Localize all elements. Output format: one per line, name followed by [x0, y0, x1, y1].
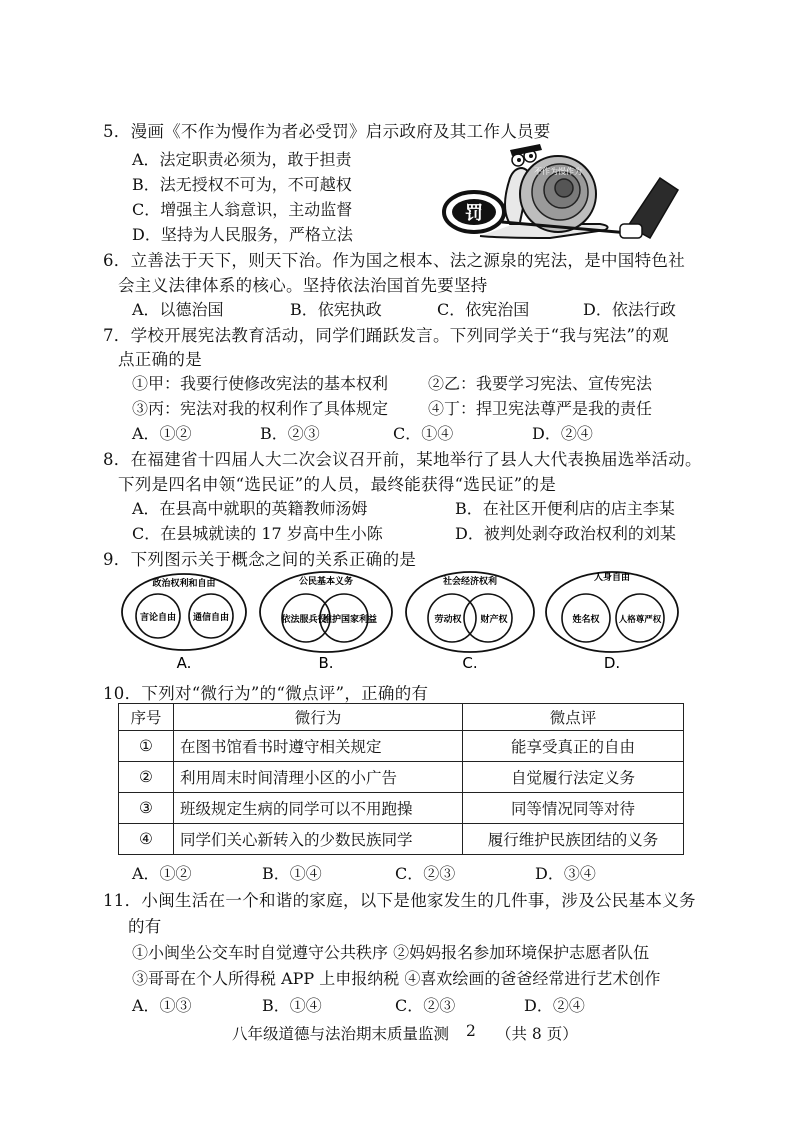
table-row [119, 731, 684, 762]
q10-option-a: A．①② [132, 864, 192, 883]
q11-stem-line-1: 11．小闽生活在一个和谐的家庭，以下是他家发生的几件事，涉及公民基本义务 [103, 891, 696, 910]
q5-stem: 5．漫画《不作为慢作为者必受罚》启示政府及其工作人员要 [103, 122, 551, 141]
q6-stem-line-2: 会主义法律体系的核心。坚持依法治国首先要坚持 [118, 276, 488, 295]
q6-option-b: B．依宪执政 [290, 300, 382, 319]
q7-option-d: D．②④ [532, 424, 593, 443]
q7-statement-3: ③丙：宪法对我的权利作了具体规定 [132, 399, 389, 418]
concept-diagrams [118, 568, 686, 676]
row-3-comment: 同等情况同等对待 [463, 793, 684, 824]
row-1-comment: 能享受真正的自由 [463, 731, 684, 762]
table-row [119, 762, 684, 793]
q8-option-c: C．在县城就读的 17 岁高中生小陈 [132, 524, 383, 543]
q5-option-d: D．坚持为人民服务，严格立法 [132, 225, 353, 244]
q10-option-b: B．①④ [262, 864, 322, 883]
diagram-b-item-2: 维护国家利益 [322, 615, 378, 625]
q11-option-c: C．②③ [395, 996, 456, 1015]
diagram-b-item-1: 依法服兵役 [281, 615, 327, 625]
q6-option-c: C．依宪治国 [437, 300, 530, 319]
q8-stem-line-1: 8．在福建省十四届人大二次会议召开前，某地举行了县人大代表换届选举活动。 [103, 450, 702, 469]
header-index: 序号 [119, 704, 174, 731]
row-2-comment: 自觉履行法定义务 [463, 762, 684, 793]
footer-total-pages: （共 8 页） [496, 1025, 578, 1043]
q10-option-d: D．③④ [535, 864, 596, 883]
row-2-behavior: 利用周末时间清理小区的小广告 [174, 762, 463, 793]
diagram-c-item-1: 劳动权 [434, 615, 462, 625]
q7-stem-line-1: 7．学校开展宪法教育活动，同学们踊跃发言。下列同学关于“我与宪法”的观 [103, 326, 669, 345]
diagram-c [406, 572, 534, 672]
diagram-a-label: A. [176, 654, 192, 672]
q7-option-b: B．②③ [260, 424, 320, 443]
header-comment: 微点评 [463, 704, 684, 731]
q8-option-b: B．在社区开便利店的店主李某 [455, 499, 675, 518]
q10-table [118, 703, 684, 855]
q11-statement-line-1: ①小闽坐公交车时自觉遵守公共秩序 ②妈妈报名参加环境保护志愿者队伍 [132, 943, 650, 962]
row-4-index: ④ [119, 824, 174, 855]
diagram-d-item-2: 人格尊严权 [618, 615, 662, 625]
q9-stem: 9．下列图示关于概念之间的关系正确的是 [103, 550, 417, 569]
q7-option-a: A．①② [132, 424, 192, 443]
diagram-c-item-2: 财产权 [480, 615, 508, 625]
q7-statement-4: ④丁：捍卫宪法尊严是我的责任 [428, 399, 653, 418]
diagram-d-title: 人身自由 [593, 573, 631, 583]
diagram-d [546, 571, 678, 672]
row-3-index: ③ [119, 793, 174, 824]
q10-stem: 10．下列对“微行为”的“微点评”，正确的有 [103, 684, 429, 703]
shell-text: 不作为慢作为 [534, 167, 582, 176]
q8-option-a: A．在县高中就职的英籍教师汤姆 [132, 499, 368, 518]
q6-stem-line-1: 6．立善法于天下，则天下治。作为国之根本、法之源泉的宪法，是中国特色社 [103, 251, 685, 270]
q6-option-a: A．以德治国 [132, 300, 224, 319]
row-4-comment: 履行维护民族团结的义务 [463, 824, 684, 855]
q11-stem-line-2: 的有 [128, 917, 162, 936]
diagram-b-label: B. [318, 654, 334, 672]
q6-option-d: D．依法行政 [583, 300, 676, 319]
row-2-index: ② [119, 762, 174, 793]
footer-title: 八年级道德与法治期末质量监测 [232, 1025, 450, 1043]
q8-stem-line-2: 下列是四名申领“选民证”的人员，最终能获得“选民证”的是 [118, 475, 557, 494]
diagram-d-label: D. [603, 654, 621, 672]
q11-option-b: B．①④ [262, 996, 322, 1015]
q8-option-d: D．被判处剥夺政治权利的刘某 [455, 524, 676, 543]
q7-option-c: C．①④ [393, 424, 454, 443]
q11-statement-line-2: ③哥哥在个人所得税 APP 上申报纳税 ④喜欢绘画的爸爸经常进行艺术创作 [132, 969, 661, 988]
row-3-behavior: 班级规定生病的同学可以不用跑操 [174, 793, 463, 824]
diagram-c-title: 社会经济权利 [442, 577, 498, 587]
table-row [119, 793, 684, 824]
snail-cartoon-image [440, 138, 680, 250]
q5-option-b: B．法无授权不可为，不可越权 [132, 175, 352, 194]
row-1-index: ① [119, 731, 174, 762]
diagram-b [260, 572, 392, 672]
row-1-behavior: 在图书馆看书时遵守相关规定 [174, 731, 463, 762]
diagram-d-item-1: 姓名权 [572, 615, 600, 625]
diagram-a-item-2: 通信自由 [192, 613, 230, 623]
diagram-b-title: 公民基本义务 [298, 577, 354, 587]
diagram-a-title: 政治权利和自由 [152, 579, 216, 589]
table-header-row [119, 704, 684, 731]
q10-option-c: C．②③ [395, 864, 456, 883]
q11-option-d: D．②④ [524, 996, 585, 1015]
row-4-behavior: 同学们关心新转入的少数民族同学 [174, 824, 463, 855]
diagram-a-item-1: 言论自由 [139, 613, 177, 623]
diagram-c-label: C. [462, 654, 478, 672]
footer-page-number: 2 [466, 1022, 476, 1040]
diagram-a [122, 574, 246, 672]
table-row [119, 824, 684, 855]
header-behavior: 微行为 [174, 704, 463, 731]
penalty-sign-text: 罚 [465, 203, 483, 224]
q7-stem-line-2: 点正确的是 [118, 350, 202, 369]
q11-option-a: A．①③ [132, 996, 192, 1015]
q5-option-c: C．增强主人翁意识，主动监督 [132, 200, 353, 219]
q5-option-a: A．法定职责必须为，敢于担责 [132, 150, 352, 169]
q7-statement-1: ①甲：我要行使修改宪法的基本权利 [132, 374, 389, 393]
q7-statement-2: ②乙：我要学习宪法、宣传宪法 [428, 374, 653, 393]
